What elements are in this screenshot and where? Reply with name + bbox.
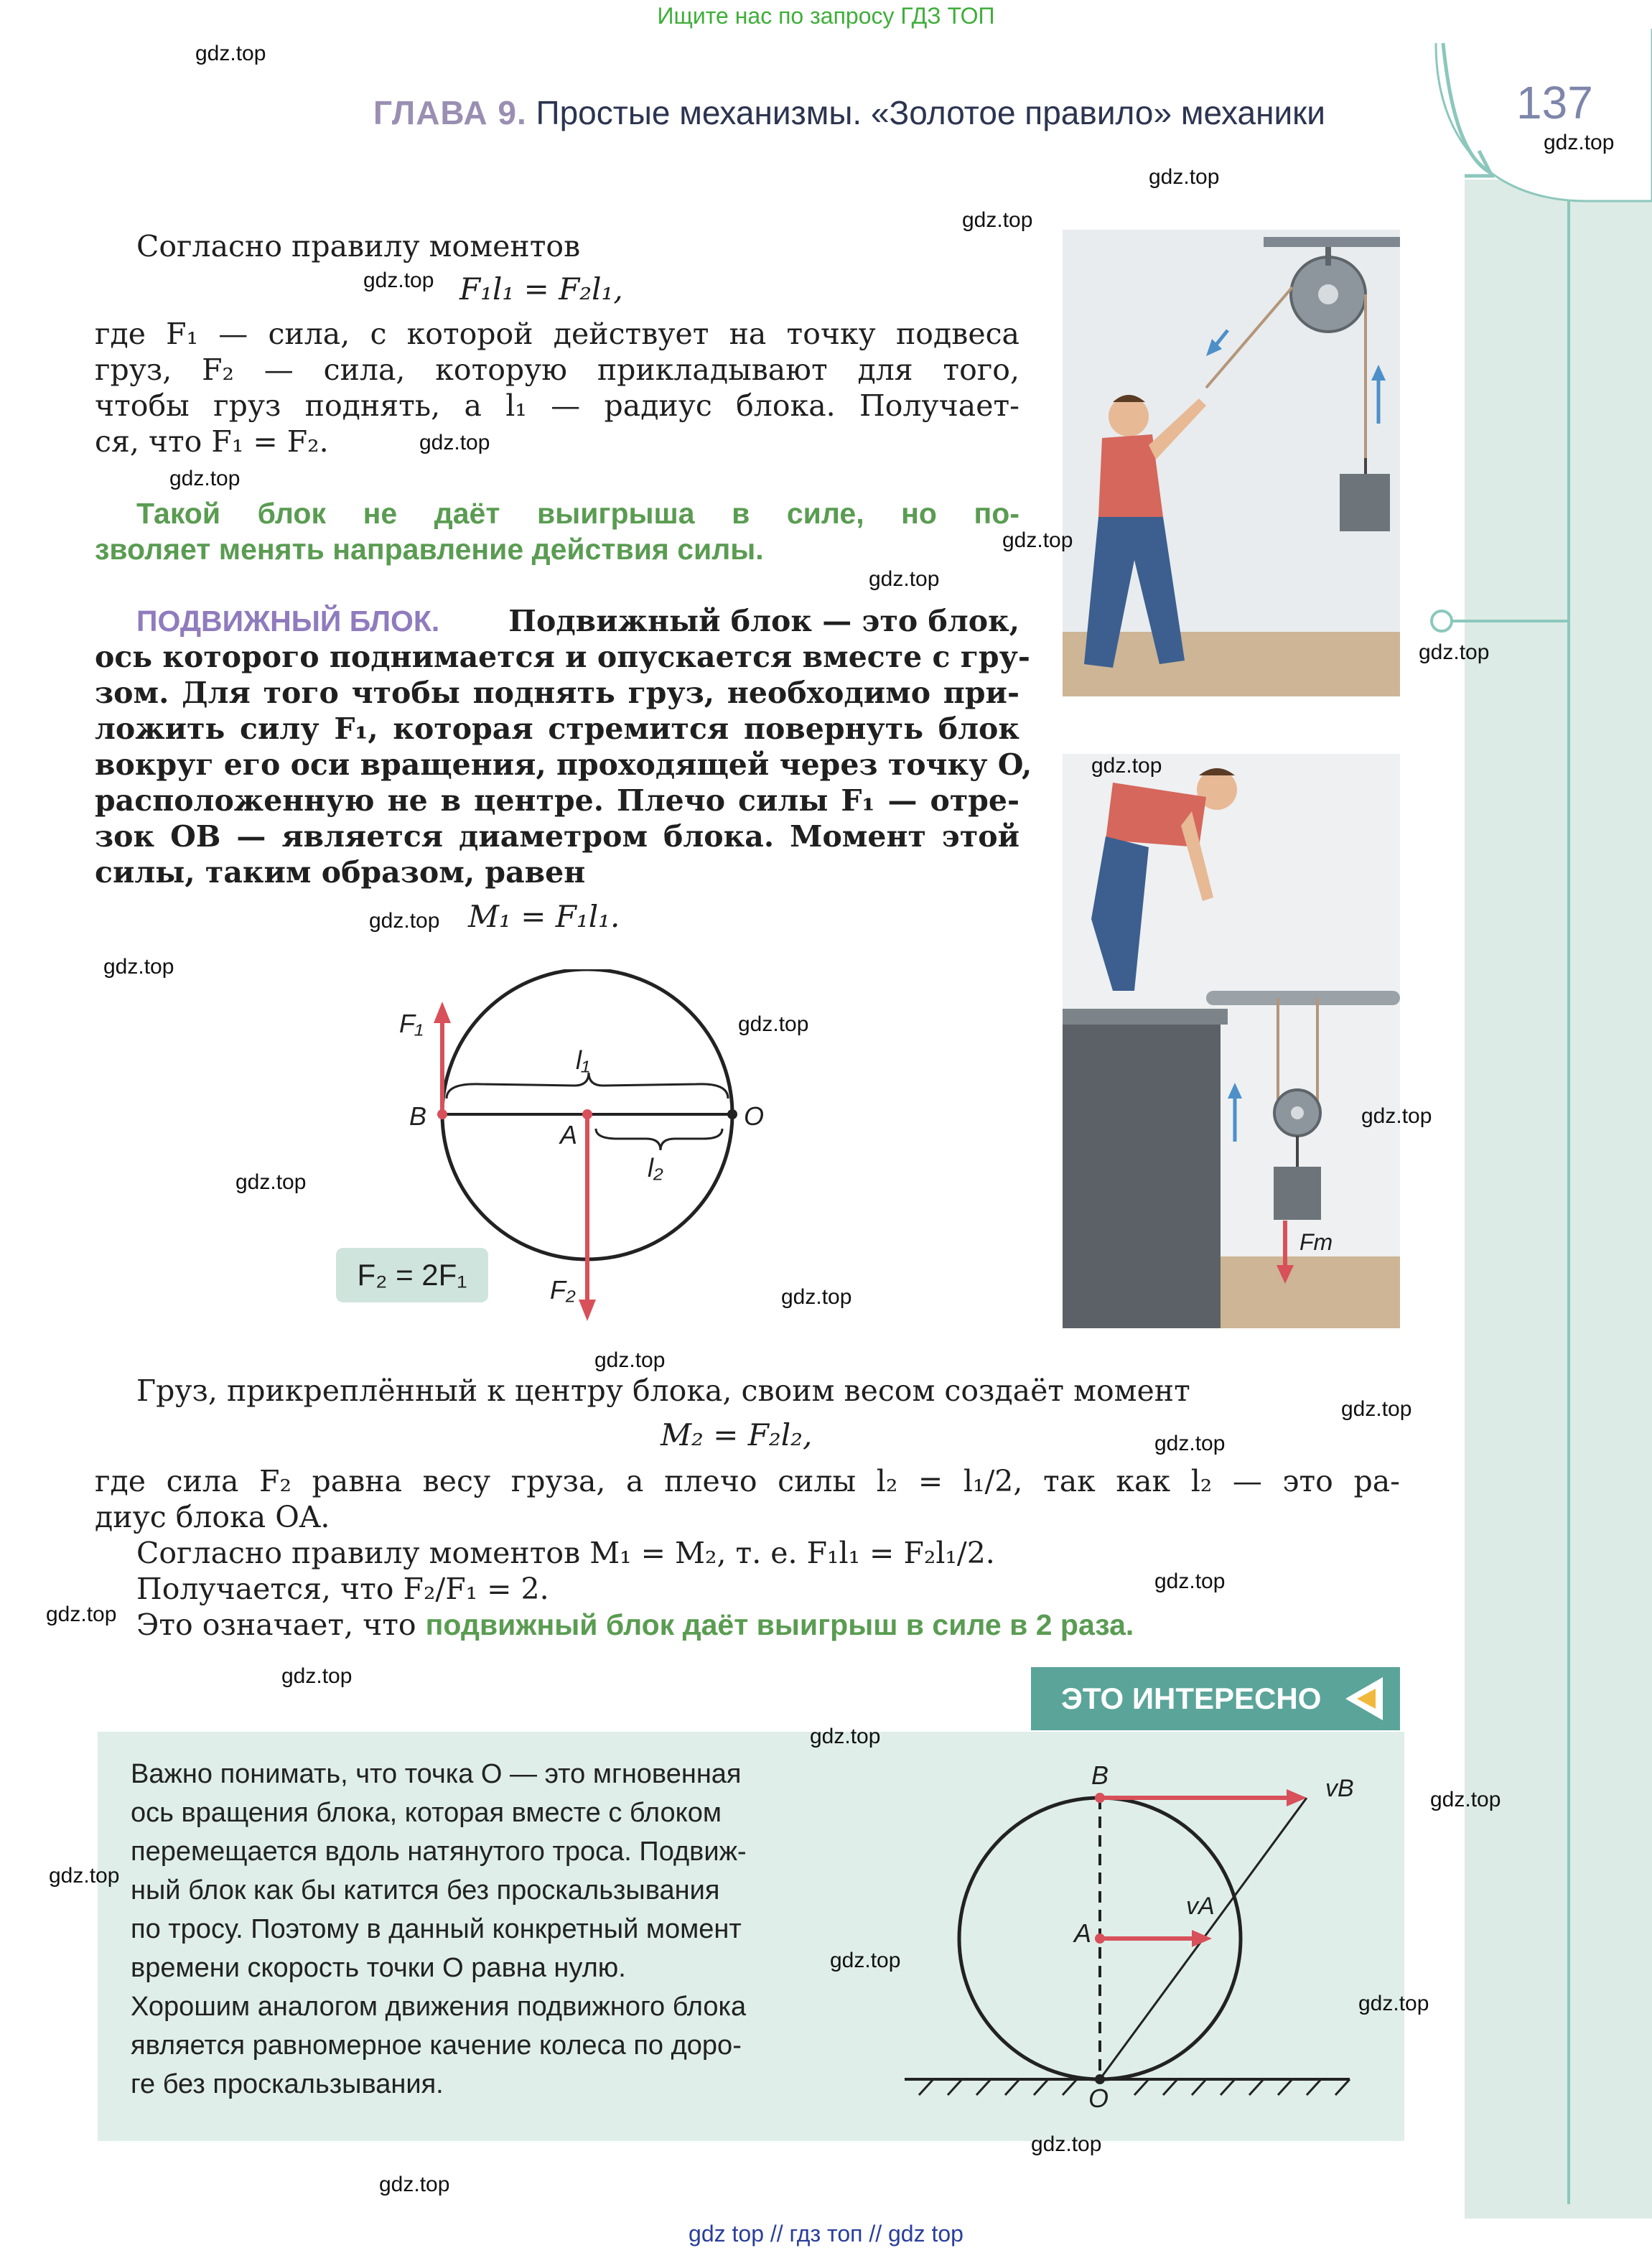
vb-label: vB: [1325, 1775, 1354, 1802]
watermark: gdz.top: [1341, 1397, 1412, 1421]
watermark: gdz.top: [869, 567, 940, 591]
para2-line: силы, таким образом, равен: [95, 855, 586, 890]
watermark: gdz.top: [1149, 165, 1220, 189]
watermark: gdz.top: [1419, 640, 1490, 664]
watermark: gdz.top: [1358, 1992, 1429, 2015]
para3-line: Согласно правилу моментов M₁ = M₂, т. е. F₁l₁ = F₂l₁/2.: [136, 1536, 995, 1570]
para2-line: вокруг его оси вращения, проходящей через точку O,: [95, 747, 1032, 782]
watermark: gdz.top: [1091, 754, 1162, 778]
interesting-line: времени скорость точки O равна нулю.: [131, 1953, 626, 1983]
interesting-line: является равномерное качение колеса по доро-: [131, 2030, 742, 2061]
para1-line: груз, F₂ — сила, которую прикладывают для того,: [95, 353, 1019, 387]
para3-last-line: [136, 1607, 1134, 1643]
para2-line: зок OB — является диаметром блока. Момент этой: [95, 819, 1019, 854]
interesting-line: ный блок как бы катится без проскальзывания: [131, 1875, 720, 1906]
rolling-wheel-diagram: [890, 1752, 1364, 2125]
watermark: gdz.top: [781, 1285, 852, 1309]
para3-line: Получается, что F₂/F₁ = 2.: [136, 1572, 549, 1606]
watermark: gdz.top: [169, 467, 241, 490]
watermark: gdz.top: [830, 1949, 901, 1972]
watermark: gdz.top: [419, 431, 490, 454]
l1-label: l₁: [576, 1045, 590, 1075]
para1-line: где F₁ — сила, с которой действует на точку подвеса: [95, 317, 1019, 351]
chapter-header: [373, 93, 1325, 132]
top-banner[interactable]: Ищите нас по запросу ГДЗ ТОП: [657, 3, 995, 29]
point-o-label: O: [744, 1101, 765, 1131]
l1-brace: [447, 1073, 728, 1098]
watermark: gdz.top: [1154, 1432, 1226, 1455]
para3-formula: M₂ = F₂l₂,: [661, 1417, 813, 1452]
movable-pulley-illustration: [1063, 754, 1400, 1328]
para3-intro: Груз, прикреплённый к центру блока, своим весом создаёт момент: [136, 1373, 1190, 1408]
para2-first-line: [136, 603, 1019, 639]
movable-block-heading: ПОДВИЖНЫЙ БЛОК.: [136, 605, 440, 638]
watermark: gdz.top: [1031, 2132, 1102, 2156]
watermark: gdz.top: [1154, 1569, 1226, 1593]
para2-formula: M₁ = F₁l₁.: [468, 899, 620, 934]
wheel-point-o-label: O: [1088, 2084, 1109, 2113]
interesting-line: ось вращения блока, которая вместе с блоком: [131, 1798, 722, 1828]
fixed-pulley-illustration: [1063, 230, 1400, 696]
watermark: gdz.top: [103, 955, 174, 979]
para2-line: расположенную не в центре. Плечо силы F₁ — отре-: [95, 783, 1019, 818]
para2-line: ложить силу F₁, которая стремится повернуть блок: [95, 712, 1019, 746]
point-o: [727, 1109, 737, 1119]
para1-formula: F₁l₁ = F₂l₁,: [459, 271, 623, 307]
conclusion-line: зволяет менять направление действия силы.: [95, 533, 764, 566]
l2-brace: [596, 1129, 722, 1150]
wheel-point-a-label: A: [1074, 1918, 1092, 1948]
conclusion-line: Такой блок не даёт выигрыша в силе, но по-: [136, 497, 1019, 530]
para2-line: ось которого поднимается и опускается вместе с гру-: [95, 640, 1030, 674]
point-b-label: B: [409, 1101, 427, 1131]
chapter-title: Простые механизмы. «Золотое правило» механики: [536, 94, 1326, 131]
f1-label: F₁: [399, 1009, 424, 1038]
para1-line: ся, что F₁ = F₂.: [95, 424, 329, 459]
watermark: gdz.top: [1544, 131, 1615, 154]
interesting-line: Важно понимать, что точка O — это мгновенная: [131, 1759, 742, 1789]
point-b: [437, 1109, 447, 1119]
watermark: gdz.top: [363, 269, 434, 292]
watermark: gdz.top: [281, 1664, 353, 1688]
ratio-box: F₂ = 2F₁: [336, 1248, 488, 1302]
para1-intro: Согласно правилу моментов: [136, 229, 581, 263]
watermark: gdz.top: [1002, 528, 1073, 552]
watermark: gdz.top: [594, 1348, 666, 1372]
watermark: gdz.top: [810, 1725, 881, 1748]
f1-arrowhead: [434, 1002, 451, 1023]
bottom-banner[interactable]: gdz top // гдз топ // gdz top: [689, 2221, 963, 2247]
margin-decoration: [1407, 29, 1652, 2219]
watermark: gdz.top: [1430, 1788, 1501, 1811]
para3-line: диус блока OA.: [95, 1500, 330, 1534]
watermark: gdz.top: [49, 1864, 120, 1888]
interesting-badge: ЭТО ИНТЕРЕСНО: [1031, 1667, 1400, 1730]
watermark: gdz.top: [962, 208, 1033, 232]
interesting-line: Хорошим аналогом движения подвижного блока: [131, 1992, 747, 2022]
watermark: gdz.top: [235, 1170, 307, 1194]
watermark: gdz.top: [369, 909, 440, 933]
wheel-point-b-label: B: [1091, 1760, 1109, 1790]
va-label: vA: [1186, 1893, 1215, 1920]
interesting-line: по тросу. Поэтому в данный конкретный момент: [131, 1914, 742, 1944]
watermark: gdz.top: [1361, 1104, 1432, 1128]
point-o: [1095, 2074, 1105, 2084]
f2-label: F₂: [550, 1275, 576, 1305]
chapter-number: ГЛАВА 9.: [373, 94, 527, 131]
interesting-line: перемещается вдоль натянутого троса. Подвиж-: [131, 1837, 747, 1867]
point-a: [582, 1109, 592, 1119]
badge-triangle-icon: [1340, 1673, 1390, 1725]
page-number: 137: [1516, 77, 1593, 129]
point-b: [1095, 1793, 1105, 1803]
l2-label: l₂: [648, 1153, 663, 1183]
para3-line: где сила F₂ равна весу груза, а плечо силы l₂ = l₁/2, так как l₂ — это ра-: [95, 1464, 1400, 1498]
watermark: gdz.top: [46, 1603, 117, 1626]
para3-last-green: подвижный блок даёт выигрыш в силе в 2 раза.: [425, 1608, 1134, 1641]
interesting-line: ге без проскальзывания.: [131, 2069, 444, 2099]
vb-arrowhead: [1287, 1789, 1307, 1806]
para1-line: чтобы груз поднять, а l₁ — радиус блока. Получает-: [95, 388, 1019, 423]
para2-line: зом. Для того чтобы поднять груз, необходимо при-: [95, 676, 1019, 710]
watermark: gdz.top: [379, 2173, 450, 2196]
f2-arrowhead: [579, 1300, 596, 1321]
watermark: gdz.top: [738, 1012, 809, 1036]
para3-last-plain: Это означает, что: [136, 1608, 416, 1642]
point-a: [1095, 1934, 1105, 1944]
watermark: gdz.top: [195, 42, 266, 65]
para2-line: Подвижный блок — это блок,: [508, 604, 1019, 638]
gravity-force-label: Fт: [1299, 1229, 1333, 1255]
point-a-label: A: [560, 1120, 578, 1149]
